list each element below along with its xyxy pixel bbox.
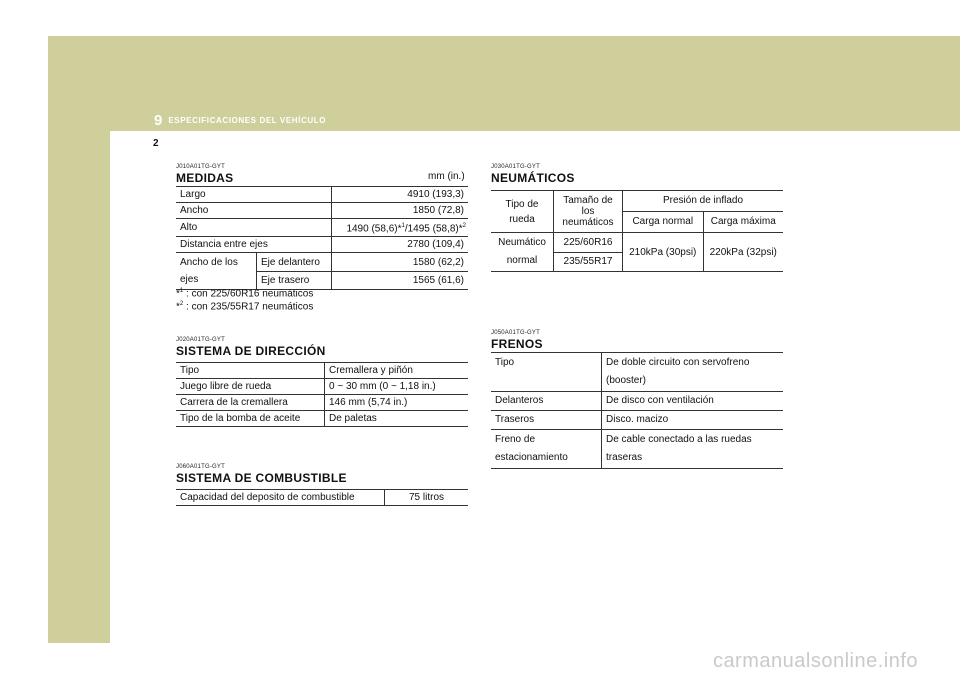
- medidas-eje-trasero-label: Eje trasero: [257, 271, 332, 290]
- direccion-title: SISTEMA DE DIRECCIÓN: [176, 344, 326, 358]
- frenos-value: Disco. macizo: [602, 411, 784, 430]
- note1-sup: 1: [179, 288, 184, 294]
- direccion-code: J020A01TG-GYT: [176, 337, 225, 343]
- neumaticos-carga-maxima-value: 220kPa (32psi): [703, 233, 783, 272]
- medidas-eje-delantero-value: 1580 (62,2): [331, 253, 468, 272]
- direccion-label: Tipo: [176, 363, 325, 379]
- table-row: [491, 411, 783, 430]
- direccion-table: [176, 362, 468, 427]
- medidas-title: MEDIDAS: [176, 171, 234, 185]
- neumaticos-size-2: 235/55R17: [554, 252, 623, 272]
- side-band: [48, 131, 110, 643]
- medidas-table: [176, 186, 468, 290]
- table-row: [176, 363, 468, 379]
- medidas-distancia-value: 2780 (109,4): [331, 237, 468, 253]
- table-row: [491, 191, 783, 212]
- frenos-label: Freno de estacionamiento: [491, 430, 602, 469]
- direccion-value: De paletas: [325, 411, 469, 427]
- table-row: [176, 187, 468, 203]
- medidas-largo-value: 4910 (193,3): [331, 187, 468, 203]
- note2-text: : con 235/55R17 neumáticos: [183, 301, 314, 313]
- neumaticos-code: J030A01TG-GYT: [491, 164, 540, 170]
- table-row: [176, 379, 468, 395]
- chapter-number: 9: [154, 112, 163, 129]
- direccion-label: Tipo de la bomba de aceite: [176, 411, 325, 427]
- direccion-value: Cremallera y piñón: [325, 363, 469, 379]
- neumaticos-header-tipo: Tipo de rueda: [491, 191, 554, 233]
- watermark: carmanualsonline.info: [712, 650, 918, 672]
- neumaticos-header-carga-normal: Carga normal: [623, 212, 704, 233]
- neumaticos-header-presion: Presión de inflado: [623, 191, 784, 212]
- note2-prefix: *: [176, 301, 180, 313]
- table-row: [176, 219, 468, 237]
- medidas-unit: mm (in.): [428, 171, 465, 182]
- neumaticos-title: NEUMÁTICOS: [491, 171, 575, 185]
- medidas-eje-delantero-label: Eje delantero: [257, 253, 332, 272]
- medidas-distancia-label: Distancia entre ejes: [176, 237, 331, 253]
- frenos-label: Delanteros: [491, 392, 602, 411]
- table-row: [176, 237, 468, 253]
- table-row: [491, 353, 783, 392]
- neumaticos-size-1: 225/60R16: [554, 233, 623, 253]
- combustible-code: J060A01TG-GYT: [176, 464, 225, 470]
- medidas-ancho-label: Ancho: [176, 203, 331, 219]
- combustible-table: [176, 489, 468, 506]
- direccion-label: Carrera de la cremallera: [176, 395, 325, 411]
- medidas-alto-value: [331, 219, 468, 237]
- frenos-value: De disco con ventilación: [602, 392, 784, 411]
- note1-prefix: *: [176, 288, 180, 300]
- neumaticos-tipo-value: Neumático normal: [491, 233, 554, 272]
- frenos-value: De doble circuito con servofreno (booster): [602, 353, 784, 392]
- page-number: 2: [153, 138, 159, 149]
- frenos-table: [491, 352, 783, 469]
- neumaticos-header-carga-maxima: Carga máxima: [703, 212, 783, 233]
- medidas-note-2: [176, 298, 313, 313]
- medidas-largo-label: Largo: [176, 187, 331, 203]
- medidas-code: J010A01TG-GYT: [176, 164, 225, 170]
- alto-sup-1: 1: [401, 223, 405, 229]
- frenos-code: J050A01TG-GYT: [491, 330, 540, 336]
- alto-value-2: /1495 (58,8)*: [404, 223, 463, 235]
- table-row: [176, 203, 468, 219]
- combustible-title: SISTEMA DE COMBUSTIBLE: [176, 471, 347, 485]
- note1-text: : con 225/60R16 neumáticos: [183, 288, 314, 300]
- alto-sup-2: 2: [462, 223, 466, 229]
- table-row: [491, 392, 783, 411]
- medidas-alto-label: Alto: [176, 219, 331, 237]
- table-row: [176, 411, 468, 427]
- frenos-label: Traseros: [491, 411, 602, 430]
- neumaticos-header-tamano: Tamaño de los neumáticos: [554, 191, 623, 233]
- medidas-ancho-ejes-label: Ancho de los ejes: [176, 253, 257, 290]
- chapter-header: [154, 112, 326, 129]
- direccion-value: 0 ~ 30 mm (0 ~ 1,18 in.): [325, 379, 469, 395]
- neumaticos-carga-normal-value: 210kPa (30psi): [623, 233, 704, 272]
- combustible-value: 75 litros: [385, 490, 469, 506]
- frenos-title: FRENOS: [491, 337, 543, 351]
- frenos-label: Tipo: [491, 353, 602, 392]
- combustible-label: Capacidad del deposito de combustible: [176, 490, 385, 506]
- alto-value-1: 1490 (58,6)*: [346, 223, 402, 235]
- frenos-value: De cable conectado a las ruedas traseras: [602, 430, 784, 469]
- neumaticos-table: [491, 190, 783, 272]
- table-row: [176, 253, 468, 272]
- direccion-label: Juego libre de rueda: [176, 379, 325, 395]
- table-row: [176, 490, 468, 506]
- direccion-value: 146 mm (5,74 in.): [325, 395, 469, 411]
- table-row: [491, 233, 783, 253]
- table-row: [491, 430, 783, 469]
- chapter-title: ESPECIFICACIONES DEL VEHÍCULO: [168, 116, 327, 125]
- note2-sup: 2: [179, 301, 184, 307]
- table-row: [176, 395, 468, 411]
- medidas-eje-trasero-value: 1565 (61,6): [331, 271, 468, 290]
- medidas-ancho-value: 1850 (72,8): [331, 203, 468, 219]
